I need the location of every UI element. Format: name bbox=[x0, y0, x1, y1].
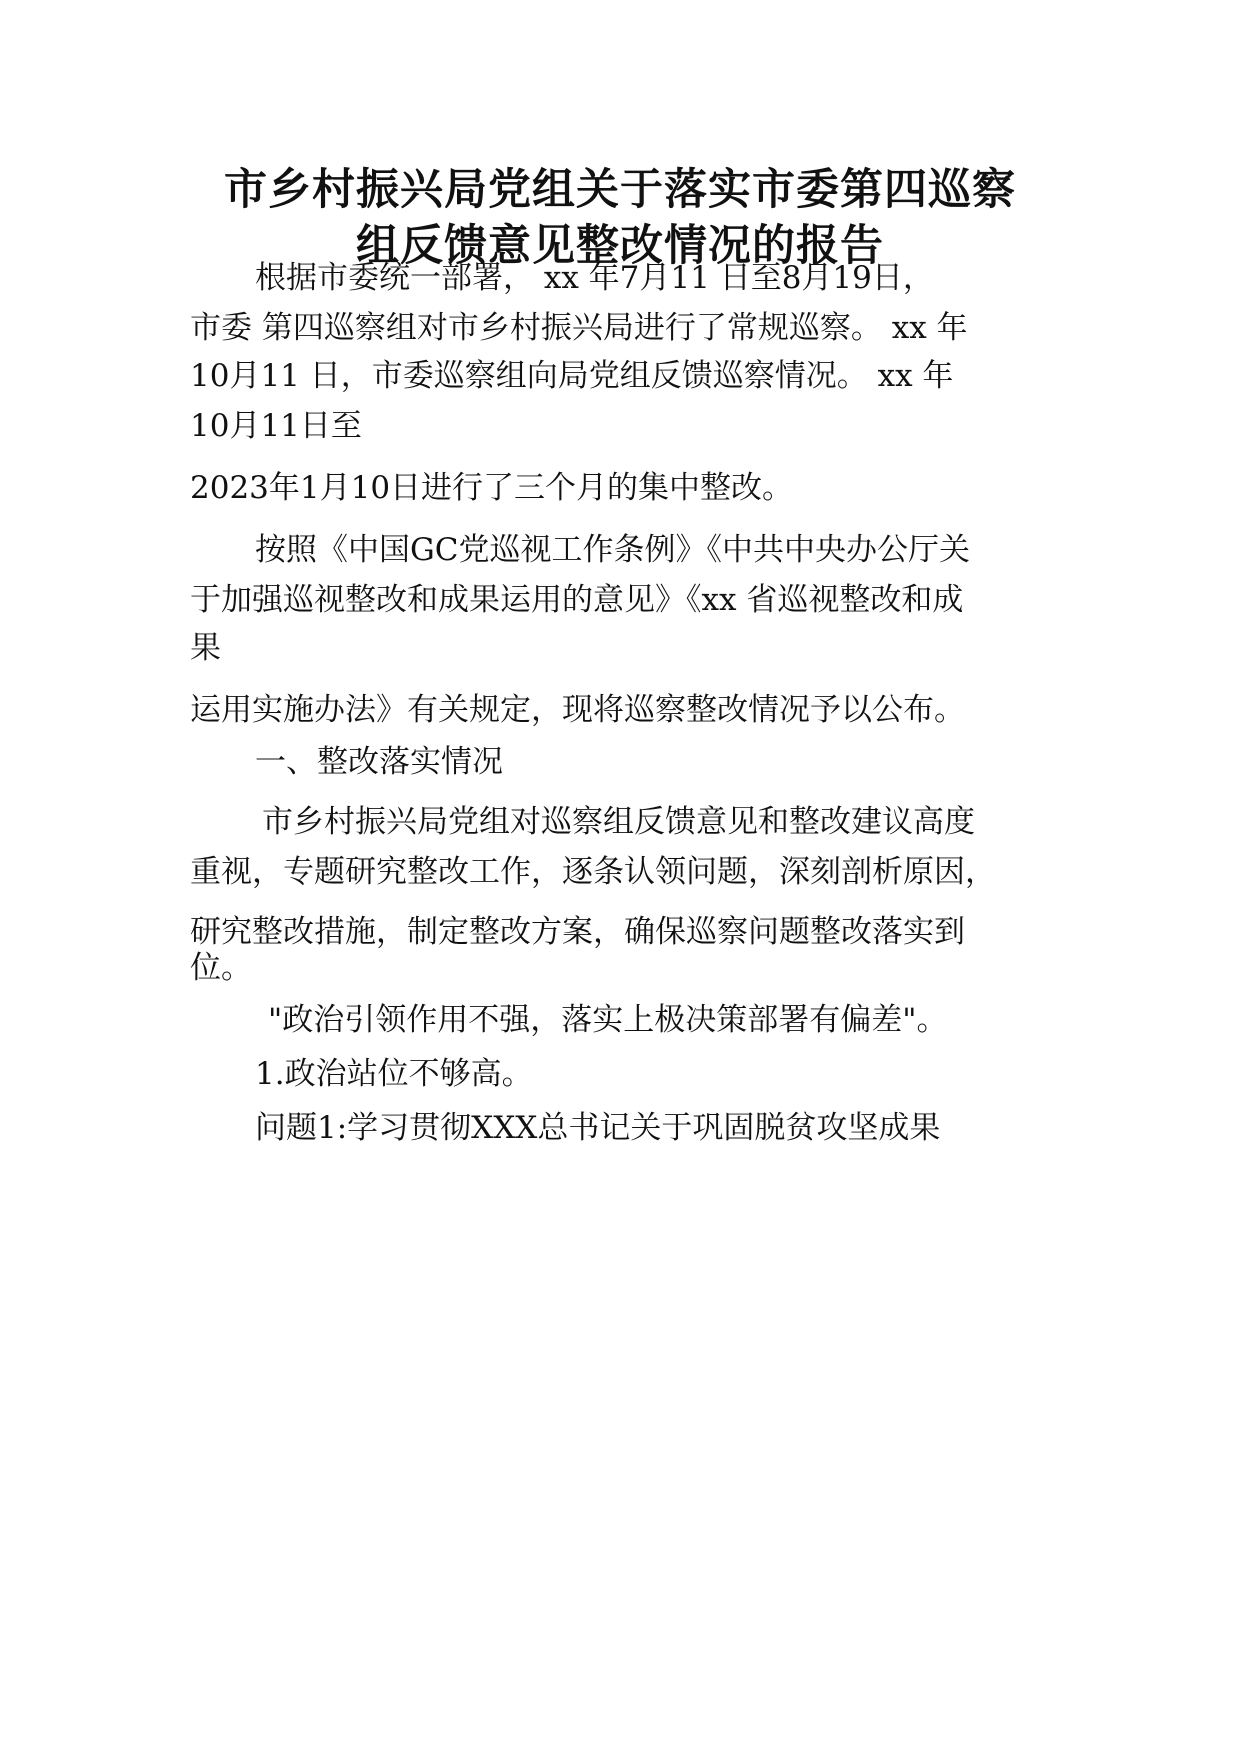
paragraph-line: 市委 第四巡察组对市乡村振兴局进行了常规巡察。 xx 年 bbox=[190, 310, 968, 346]
quoted-issue-line: "政治引领作用不强，落实上极决策部署有偏差"。 bbox=[268, 1002, 948, 1038]
section-heading: 一、整改落实情况 bbox=[255, 744, 503, 780]
paragraph-line: 重视，专题研究整改工作，逐条认领问题，深刻剖析原因， bbox=[190, 854, 996, 890]
paragraph-line: 研究整改措施，制定整改方案，确保巡察问题整改落实到 bbox=[190, 914, 965, 950]
paragraph-line: 根据市委统一部署， xx 年7月11 日至8月19日， bbox=[255, 260, 934, 296]
paragraph-line: 运用实施办法》有关规定，现将巡察整改情况予以公布。 bbox=[190, 692, 965, 728]
report-title-line-1: 市乡村振兴局党组关于落实市委第四巡察 bbox=[224, 165, 1016, 215]
paragraph-line: 10月11日至 bbox=[190, 408, 362, 444]
paragraph-line: 10月11 日，市委巡察组向局党组反馈巡察情况。 xx 年 bbox=[190, 358, 954, 394]
paragraph-line: 果 bbox=[190, 630, 221, 666]
paragraph-line: 位。 bbox=[190, 950, 252, 986]
paragraph-line: 2023年1月10日进行了三个月的集中整改。 bbox=[190, 470, 794, 506]
paragraph-line: 市乡村振兴局党组对巡察组反馈意见和整改建议高度 bbox=[262, 804, 975, 840]
report-title-line-2: 组反馈意见整改情况的报告 bbox=[356, 221, 884, 271]
paragraph-line: 按照《中国GC党巡视工作条例》《中共中央办公厅关 bbox=[255, 532, 970, 568]
subheading-line: 1.政治站位不够高。 bbox=[255, 1056, 533, 1092]
paragraph-line: 问题1:学习贯彻XXX总书记关于巩固脱贫攻坚成果 bbox=[255, 1110, 941, 1146]
paragraph-line: 于加强巡视整改和成果运用的意见》《xx 省巡视整改和成 bbox=[190, 582, 964, 618]
